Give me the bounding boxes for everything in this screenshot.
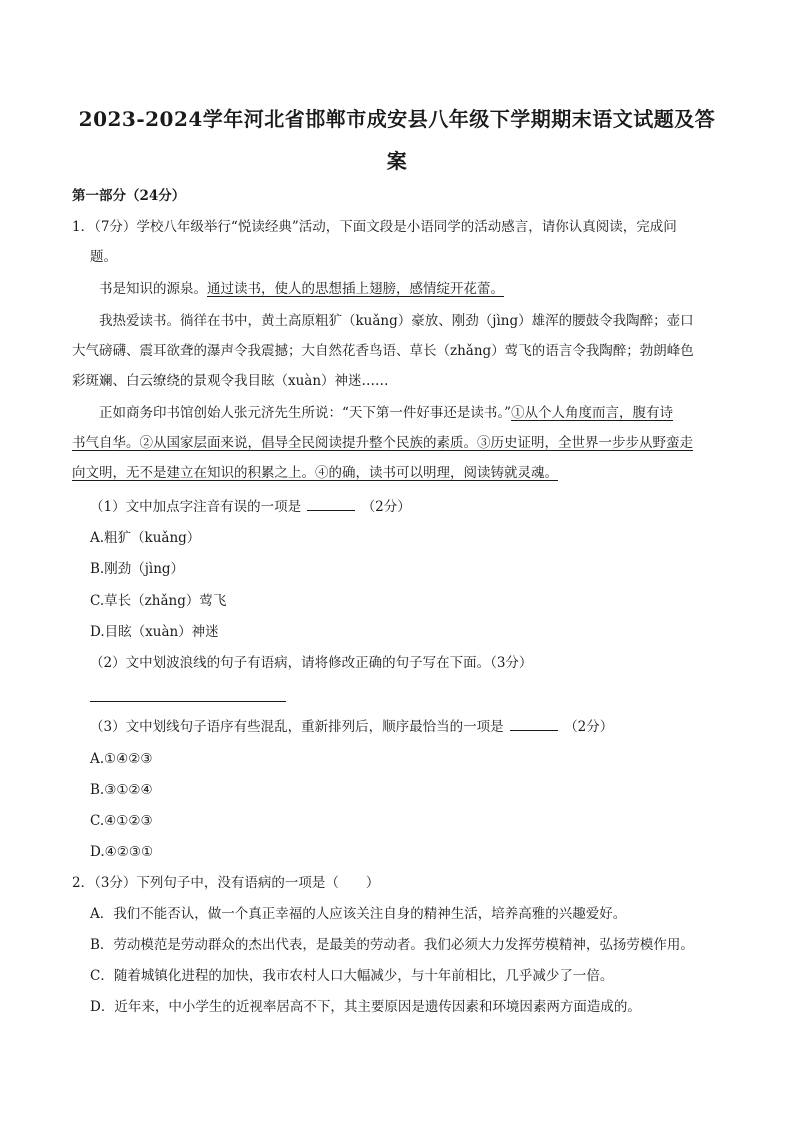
title-line-2: 案 <box>386 149 408 173</box>
q1-sub3-stem <box>90 716 613 737</box>
q1-paragraph-2-line2: 大气磅礴、震耳欲聋的瀑声令我震撼；大自然花香鸟语、草长（zhǎng）莺飞的语言令我陶醉；勃朗峰色 <box>72 343 694 359</box>
q1-paragraph-3-line3: 向文明，无不是建立在知识的积累之上。④的确，读书可以明理，阅读铸就灵魂。 <box>72 465 558 481</box>
sub3-option-c: C.④①②③ <box>90 813 153 829</box>
sub1-stem-text: （1）文中加点字注音有误的一项是 <box>90 499 302 515</box>
sub1-score: （2分） <box>361 499 411 515</box>
sub1-option-d: D.目眩（xuàn）神迷 <box>90 624 219 640</box>
sub3-stem-text: （3）文中划线句子语序有些混乱，重新排列后，顺序最恰当的一项是 <box>90 719 504 735</box>
q2-option-b: B．劳动模范是劳动群众的杰出代表，是最美的劳动者。我们必须大力发挥劳模精神，弘扬劳模作用。 <box>90 937 694 953</box>
document-title <box>60 98 734 182</box>
q1-paragraph-2-line1: 我热爱读书。徜徉在书中，黄土高原粗犷（kuǎng）豪放、刚劲（jìng）雄浑的腰鼓令我陶醉；壶口 <box>99 313 694 329</box>
q1-intro-line1: 1．（7分）学校八年级举行“悦读经典”活动，下面文段是小语同学的活动感言，请你认真阅读，完成问 <box>72 219 677 235</box>
sub1-option-b: B.刚劲（jìng） <box>90 561 185 577</box>
p3-quote-text: 正如商务印书馆创始人张元济先生所说：“天下第一件好事还是读书。” <box>99 405 512 421</box>
p1-text: 书是知识的源泉。 <box>99 281 207 297</box>
q1-paragraph-1 <box>99 279 504 299</box>
section-heading: 第一部分（24分） <box>72 188 186 204</box>
q1-sub1-stem <box>90 496 411 517</box>
q1-paragraph-2-line3: 彩斑斓、白云缭绕的景观令我目眩（xuàn）神迷…… <box>72 373 389 389</box>
p3-underlined-start: ①从个人角度而言，腹有诗 <box>511 405 674 421</box>
sub3-option-a: A.①④②③ <box>90 751 153 767</box>
title-line-1: 2023-2024学年河北省邯郸市成安县八年级下学期期末语文试题及答 <box>78 107 716 131</box>
sub3-score: （2分） <box>564 719 614 735</box>
q1-intro-line2: 题。 <box>90 249 117 265</box>
sub1-option-c: C.草长（zhǎng）莺飞 <box>90 593 227 609</box>
sub3-answer-blank[interactable] <box>510 716 558 731</box>
q1-paragraph-3-line2: 书气自华。②从国家层面来说，倡导全民阅读提升整个民族的素质。③历史证明，全世界一步步从野蛮走 <box>72 435 693 451</box>
sub3-option-b: B.③①②④ <box>90 782 153 798</box>
p1-wavy-underlined-sentence: 通过读书，使人的思想插上翅膀，感情绽开花蕾。 <box>207 281 504 297</box>
q1-paragraph-3-line1 <box>99 403 673 423</box>
sub2-answer-line[interactable] <box>90 701 286 702</box>
q2-option-a: A．我们不能否认，做一个真正幸福的人应该关注自身的精神生活，培养高雅的兴趣爱好。 <box>90 906 627 922</box>
sub3-option-d: D.④②③① <box>90 844 154 860</box>
sub1-option-a: A.粗犷（kuǎng） <box>90 530 201 546</box>
q2-option-c: C．随着城镇化进程的加快，我市农村人口大幅减少，与十年前相比，几乎减少了一倍。 <box>90 968 614 984</box>
sub1-answer-blank[interactable] <box>307 496 355 511</box>
q2-stem: 2．（3分）下列句子中，没有语病的一项是（ ） <box>72 875 380 891</box>
q2-option-d: D．近年来，中小学生的近视率居高不下，其主要原因是遗传因素和环境因素两方面造成的。 <box>90 999 641 1015</box>
q1-sub2-stem: （2）文中划波浪线的句子有语病，请将修改正确的句子写在下面。（3分） <box>90 655 533 671</box>
